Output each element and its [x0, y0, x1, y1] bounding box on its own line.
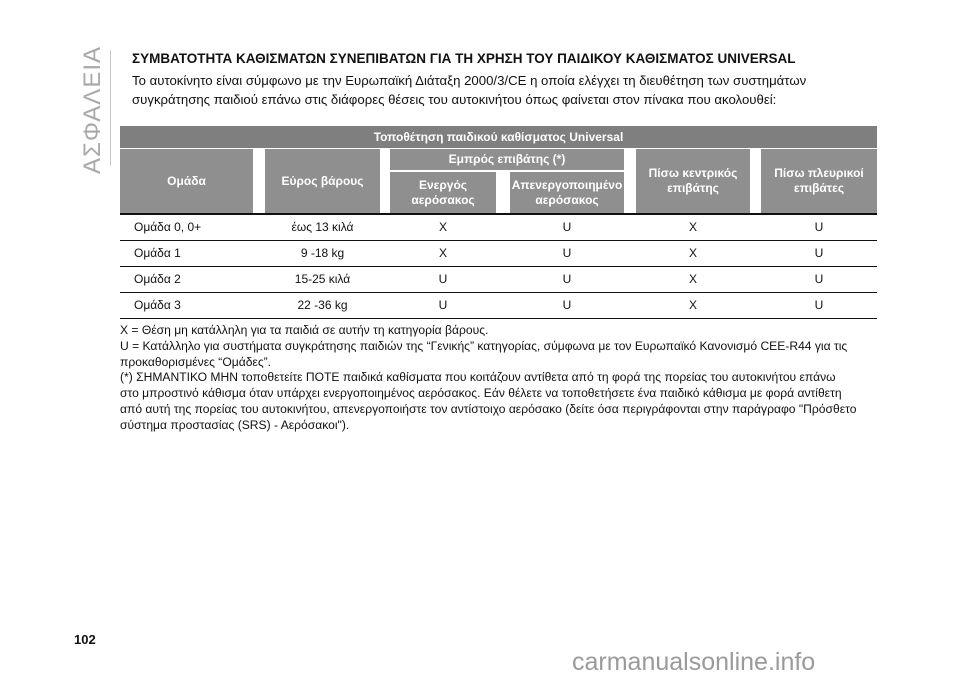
cell-rear-center: X	[688, 272, 697, 286]
table-row	[120, 267, 877, 293]
watermark: carmanualsonline.info	[572, 648, 816, 676]
cell-rear-side: U	[814, 246, 824, 260]
header-front-airbag-active: Ενεργός αερόσακος	[390, 172, 496, 213]
intro-line: Το αυτοκίνητο είναι σύμφωνο με την Ευρωπαϊκή Διάταξη 2000/3/CE η οποία ελέγχει τη διευθέτηση των συστημάτων	[132, 73, 807, 88]
cell-group: Ομάδα 3	[134, 298, 181, 312]
cell-group: Ομάδα 0, 0+	[134, 220, 202, 234]
cell-front-inactive: U	[562, 298, 572, 312]
cell-front-inactive: U	[562, 220, 572, 234]
header-weight-range: Εύρος βάρους	[265, 149, 380, 213]
header-front-airbag-inactive: Απενεργοποιημένο αερόσακος	[510, 172, 624, 213]
cell-rear-side: U	[814, 298, 824, 312]
cell-weight: έως 13 κιλά	[291, 220, 354, 234]
header-rear-side: Πίσω πλευρικοί επιβάτες	[761, 149, 877, 213]
section-side-tab-label: ΑΣΦΑΛΕΙΑ	[79, 45, 106, 175]
note-line: σύστημα προστασίας (SRS) - Αερόσακοι").	[120, 417, 350, 432]
header-rear-center: Πίσω κεντρικός επιβάτης	[636, 149, 750, 213]
table-row	[120, 215, 877, 241]
note-line: (*) ΣΗΜΑΝΤΙΚΟ ΜΗΝ τοποθετείτε ΠΟΤΕ παιδικά καθίσματα που κοιτάζουν αντίθετα από τη φορά της πορείας του αυτοκινήτου επάνω	[120, 370, 836, 385]
side-tab-divider	[110, 50, 111, 166]
header-front-passenger: Εμπρός επιβάτης (*)	[390, 149, 624, 170]
child-seat-compatibility-table	[120, 126, 877, 319]
section-side-tab	[78, 45, 108, 175]
cell-front-active: X	[438, 220, 447, 234]
cell-front-inactive: U	[562, 272, 572, 286]
cell-rear-center: X	[688, 220, 697, 234]
cell-weight: 15-25 κιλά	[294, 272, 351, 286]
note-line: στο μπροστινό κάθισμα όταν υπάρχει ενεργοποιημένος αερόσακος. Εάν θέλετε να τοποθετήσετε ένα παιδικό κάθισμα με φορά αντίθετη	[120, 386, 842, 401]
cell-group: Ομάδα 1	[134, 246, 181, 260]
table-row	[120, 293, 877, 319]
intro-paragraph	[132, 71, 892, 109]
cell-front-inactive: U	[562, 246, 572, 260]
cell-group: Ομάδα 2	[134, 272, 181, 286]
table-notes	[120, 323, 880, 434]
cell-weight: 9 -18 kg	[300, 246, 345, 260]
cell-rear-center: X	[688, 246, 697, 260]
cell-rear-side: U	[814, 220, 824, 234]
section-heading: ΣΥΜΒΑΤΟΤΗΤΑ ΚΑΘΙΣΜΑΤΩΝ ΣΥΝΕΠΙΒΑΤΩΝ ΓΙΑ ΤΗ ΧΡΗΣΗ ΤΟΥ ΠΑΙΔΙΚΟΥ ΚΑΘΙΣΜΑΤΟΣ UNIVERSAL	[132, 51, 796, 66]
cell-front-active: X	[438, 246, 447, 260]
note-line: από αυτή της πορείας του αυτοκινήτου, απενεργοποιήστε τον αντίστοιχο αερόσακο (δείτε όσα περιγράφονται στην παράγραφο "Πρόσθετο	[120, 401, 857, 416]
note-line: U = Κατάλληλο για συστήματα συγκράτησης παιδιών της “Γενικής” κατηγορίας, σύμφωνα με τον Ευρωπαϊκό Κανονισμό CEE-R44 για τις	[120, 338, 848, 353]
cell-front-active: U	[438, 272, 448, 286]
note-line: X = Θέση μη κατάλληλη για τα παιδιά σε αυτήν τη κατηγορία βάρους.	[120, 323, 489, 337]
table-row	[120, 241, 877, 267]
table-title: Τοποθέτηση παιδικού καθίσματος Universal	[120, 126, 877, 148]
note-line: προκαθορισμένες “Ομάδες”.	[120, 354, 272, 369]
header-group: Ομάδα	[120, 149, 253, 213]
page-number: 102	[74, 632, 96, 647]
intro-line: συγκράτησης παιδιού επάνω στις διάφορες θέσεις του αυτοκινήτου όπως φαίνεται στον πίνακα που ακολουθεί:	[132, 92, 777, 107]
cell-rear-side: U	[814, 272, 824, 286]
table-header	[120, 149, 877, 213]
cell-weight: 22 -36 kg	[297, 298, 348, 312]
cell-rear-center: X	[688, 298, 697, 312]
cell-front-active: U	[438, 298, 448, 312]
